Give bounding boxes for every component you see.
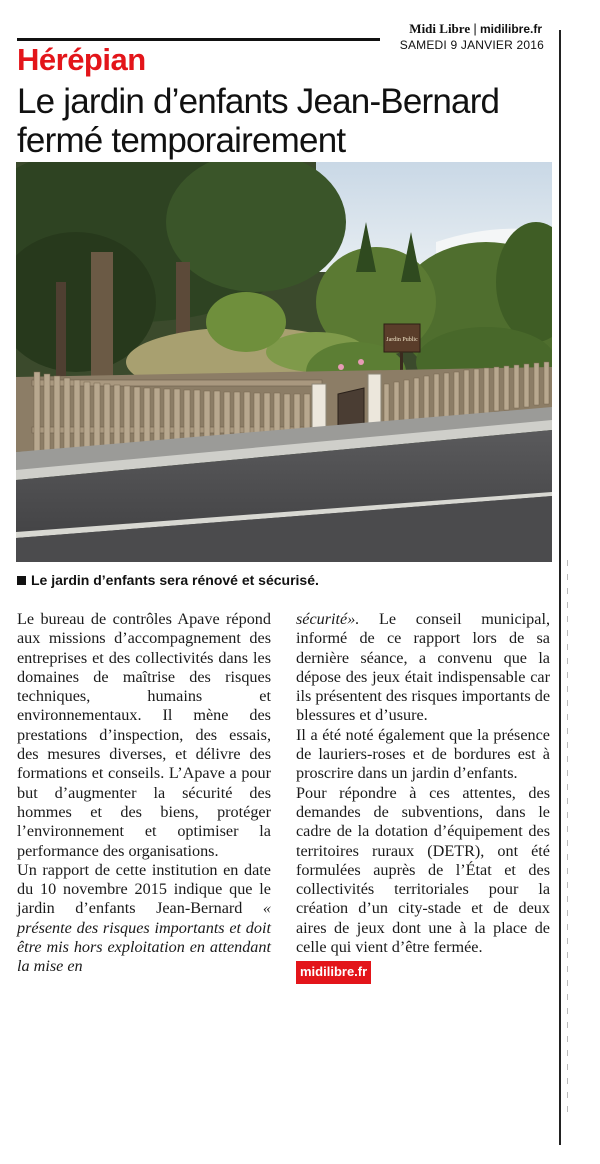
park-photo-illustration	[16, 162, 552, 562]
article-column-2	[296, 610, 550, 984]
paragraph-1: Le bureau de contrôles Apave répond aux missions d’accompagnement des entreprises et des collectivités dans les domaines de maîtrise des risques techniques, humains et environnementaux. Il mène des prestations d’inspection, des essais, des mesures diverses, et délivre des formations et conseils. L’Apave a pour but d’augmenter la sécurité des hommes et des biens, protéger l’environnement et optimiser la performance des organisations.	[17, 610, 271, 860]
publication-source	[380, 22, 542, 36]
paragraph-2-text: Un rapport de cette institution en date du 10 novembre 2015 indique que le jardin d’enfants Jean-Bernard	[17, 860, 271, 918]
paragraph-5: Pour répondre à ces attentes, des demandes de subventions, dans le cadre de la dotation d’équipement des territoires ruraux (DETR), ont été formulées auprès de l’État et des collectivités territoriales pour la création d’un city-stade et de deux aires de jeux dont une à la place de celle qui vient d’être fermée.	[296, 783, 550, 957]
paragraph-2	[17, 861, 271, 977]
quote-part-1: « présente des risques importants et doit être mis hors exploitation en attendant la mise en	[17, 899, 271, 976]
brand-name: Midi Libre	[409, 21, 471, 36]
article-photo	[16, 162, 552, 562]
paragraph-4: Il a été noté également que la présence de lauriers-roses et de bordures est à proscrire dans un jardin d’enfants.	[296, 725, 550, 783]
top-rule	[17, 38, 380, 41]
caption-text: Le jardin d’enfants sera rénové et sécurisé.	[31, 572, 319, 588]
town-name: Hérépian	[17, 42, 146, 77]
right-border-rule	[559, 30, 561, 1145]
paragraph-3	[296, 610, 550, 726]
quote-part-2: sécurité».	[296, 610, 360, 628]
paragraph-3-text: Le conseil municipal, informé de ce rapport lors de sa dernière séance, a convenu que la dépose des jeux était indispensable car ils présentent des risques importants de blessures et d’usure.	[296, 610, 551, 725]
headline: Le jardin d’enfants Jean-Bernard fermé temporairement	[17, 82, 500, 160]
source-url: midilibre.fr	[479, 22, 542, 36]
park-sign-text: Jardin Public	[386, 337, 418, 343]
article-column-1	[17, 610, 271, 977]
source-separator: |	[473, 21, 477, 36]
page-edge-dots	[567, 560, 568, 1120]
photo-caption	[17, 572, 319, 588]
midilibre-logo: midilibre.fr	[296, 961, 371, 983]
caption-square-icon	[17, 576, 26, 585]
publication-date: SAMEDI 9 JANVIER 2016	[399, 38, 544, 52]
